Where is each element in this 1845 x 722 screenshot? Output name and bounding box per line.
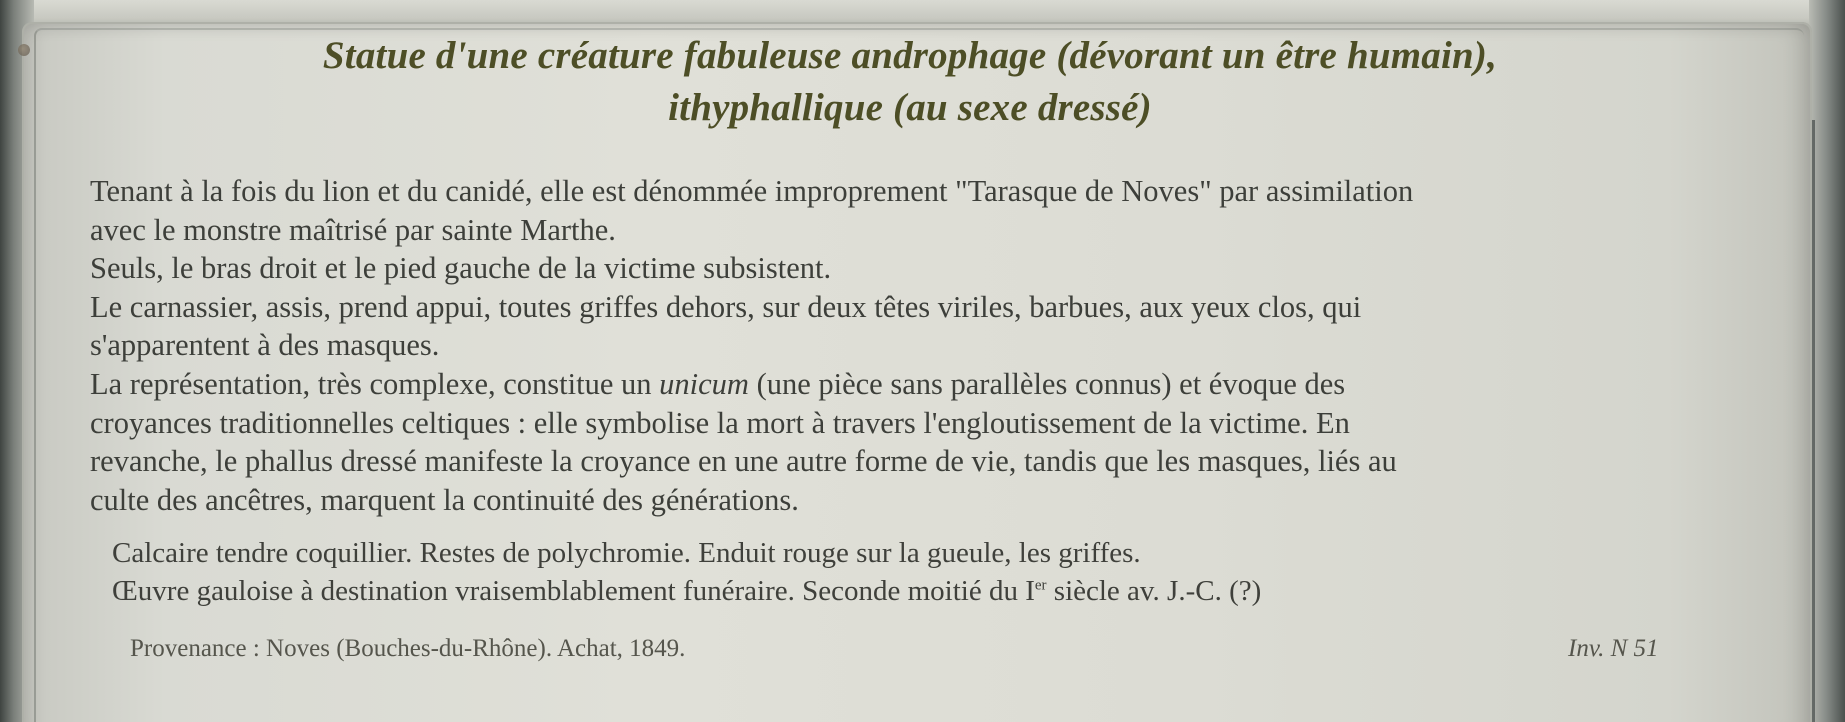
material-line-2: [112, 572, 1812, 610]
description-line-9: culte des ancêtres, marquent la continuité des générations.: [90, 482, 799, 517]
description-text: [90, 172, 1800, 519]
title-line-1: Statue d'une créature fabuleuse androphage (dévorant un être humain),: [322, 34, 1498, 77]
description-line-6: [90, 365, 1800, 404]
description-line-4: Le carnassier, assis, prend appui, toutes griffes dehors, sur deux têtes viriles, barbues, aux yeux clos, qui: [90, 289, 1362, 324]
material-line-1: Calcaire tendre coquillier. Restes de polychromie. Enduit rouge sur la gueule, les griffes.: [112, 537, 1141, 569]
material-and-dating: [112, 534, 1812, 610]
material-line-2-end: siècle av. J.-C. (?): [1046, 575, 1262, 607]
screw-icon: [18, 44, 30, 56]
description-line-3: Seuls, le bras droit et le pied gauche de la victime subsistent.: [90, 251, 832, 286]
description-line-8: revanche, le phallus dressé manifeste la croyance en une autre forme de vie, tandis que les masques, liés au: [90, 444, 1397, 479]
description-line-2: avec le monstre maîtrisé par sainte Marthe.: [90, 212, 616, 247]
description-line-6-start: La représentation, très complexe, constitue un: [90, 366, 660, 401]
material-line-2-start: Œuvre gauloise à destination vraisemblablement funéraire. Seconde moitié du I: [112, 575, 1035, 607]
inventory-number: Inv. N 51: [1568, 635, 1659, 662]
unicum-italic-term: unicum: [659, 366, 749, 401]
description-line-1: Tenant à la fois du lion et du canidé, elle est dénommée improprement "Tarasque de Noves" par assimilation: [90, 174, 1414, 208]
description-line-7: croyances traditionnelles celtiques : elle symbolise la mort à travers l'engloutissement de la victime. En: [90, 405, 1350, 440]
provenance-text: Provenance : Noves (Bouches-du-Rhône). Achat, 1849.: [130, 635, 686, 662]
plaque-title: [130, 30, 1690, 134]
century-superscript: er: [1034, 577, 1047, 594]
description-line-5: s'apparentent à des masques.: [90, 328, 440, 363]
title-line-2: ithyphallique (au sexe dressé): [668, 86, 1152, 129]
description-line-6-end: (une pièce sans parallèles connus) et évoque des: [748, 366, 1346, 401]
